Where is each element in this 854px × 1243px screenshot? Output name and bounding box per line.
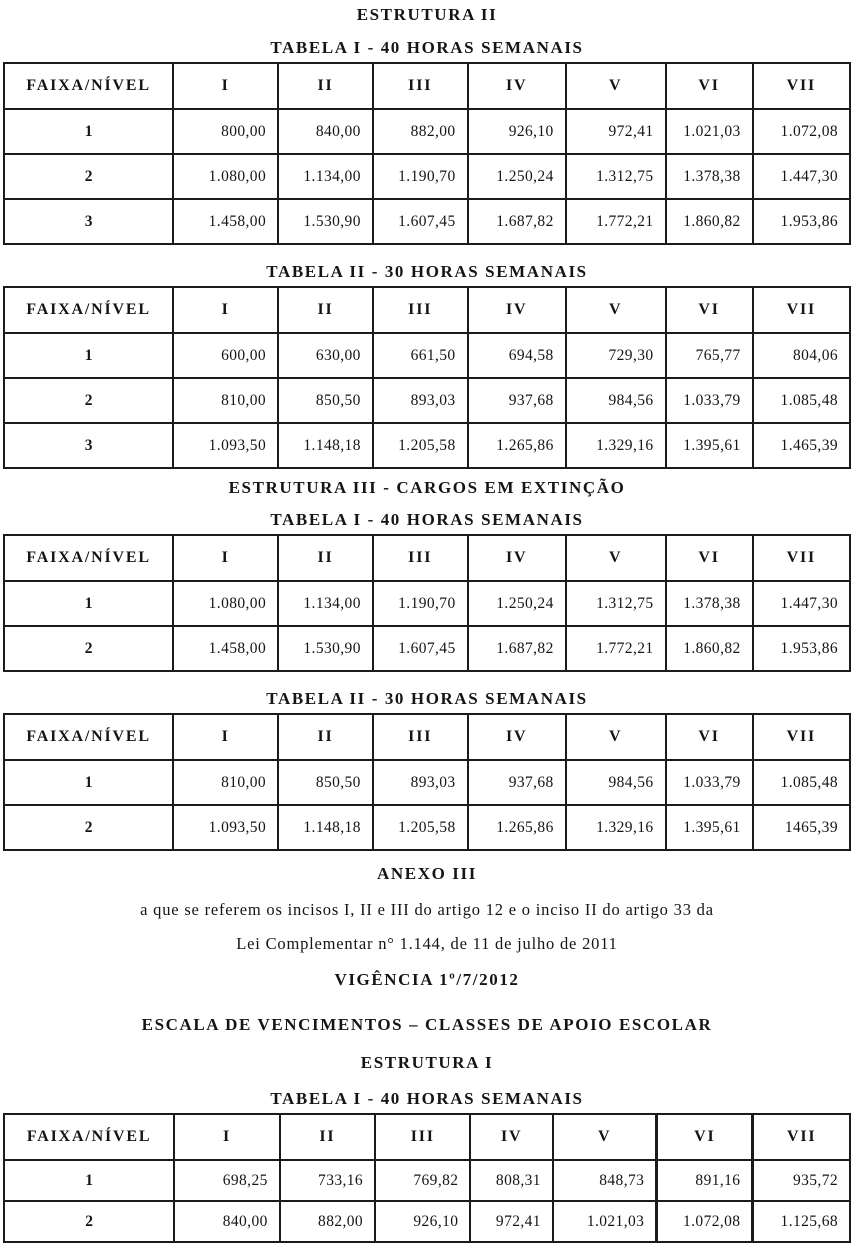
salary-table-e2-tabela2	[3, 286, 851, 469]
column-header: I	[173, 714, 278, 760]
column-header: III	[375, 1114, 470, 1160]
row-label: 1	[4, 109, 173, 154]
value-cell: 1.250,24	[468, 581, 566, 626]
anexo-iii-heading: ANEXO III	[377, 864, 477, 883]
section-heading-estrutura-ii: ESTRUTURA II	[356, 5, 498, 24]
column-header: IV	[468, 287, 566, 333]
section-heading-estrutura-iii: ESTRUTURA III - CARGOS EM EXTINÇÃO	[228, 478, 626, 497]
column-header: I	[173, 535, 278, 581]
value-cell: 600,00	[173, 333, 278, 378]
value-cell: 1.190,70	[373, 581, 468, 626]
salary-table-e3-tabela1	[3, 534, 851, 672]
value-cell: 882,00	[280, 1201, 375, 1242]
column-header: III	[373, 714, 468, 760]
value-cell: 1.378,38	[666, 154, 753, 199]
table-row	[4, 1201, 850, 1242]
table-title-e3-tabela2: TABELA II - 30 HORAS SEMANAIS	[266, 689, 588, 708]
value-cell: 1.607,45	[373, 626, 468, 671]
column-header: I	[173, 63, 278, 109]
value-cell: 1.148,18	[278, 805, 373, 850]
value-cell: 1.953,86	[753, 626, 850, 671]
value-cell: 1.953,86	[753, 199, 850, 244]
column-header: I	[174, 1114, 280, 1160]
anexo-reference-line-2: Lei Complementar n° 1.144, de 11 de julho de 2011	[236, 934, 618, 953]
value-cell: 972,41	[470, 1201, 553, 1242]
column-header: V	[566, 63, 666, 109]
value-cell: 1.125,68	[753, 1201, 850, 1242]
value-cell: 984,56	[566, 760, 666, 805]
table-header-row	[4, 714, 850, 760]
salary-table-e2-tabela1	[3, 62, 851, 245]
column-header: FAIXA/NÍVEL	[4, 535, 173, 581]
column-header: VI	[666, 714, 753, 760]
column-header: II	[280, 1114, 375, 1160]
value-cell: 1.860,82	[666, 626, 753, 671]
value-cell: 848,73	[553, 1160, 657, 1201]
value-cell: 1.312,75	[566, 581, 666, 626]
column-header: I	[173, 287, 278, 333]
row-label: 2	[4, 805, 173, 850]
value-cell: 1.530,90	[278, 626, 373, 671]
value-cell: 1.205,58	[373, 423, 468, 468]
value-cell: 1.458,00	[173, 199, 278, 244]
value-cell: 1.772,21	[566, 626, 666, 671]
value-cell: 1.772,21	[566, 199, 666, 244]
value-cell: 769,82	[375, 1160, 470, 1201]
column-header: IV	[468, 714, 566, 760]
value-cell: 1.312,75	[566, 154, 666, 199]
table-header-row	[4, 63, 850, 109]
value-cell: 729,30	[566, 333, 666, 378]
table-row	[4, 154, 850, 199]
value-cell: 984,56	[566, 378, 666, 423]
value-cell: 1.458,00	[173, 626, 278, 671]
value-cell: 733,16	[280, 1160, 375, 1201]
value-cell: 765,77	[666, 333, 753, 378]
column-header: V	[566, 287, 666, 333]
column-header: III	[373, 63, 468, 109]
column-header: FAIXA/NÍVEL	[4, 63, 173, 109]
value-cell: 850,50	[278, 378, 373, 423]
value-cell: 1.148,18	[278, 423, 373, 468]
table-title-e1-tabela1: TABELA I - 40 HORAS SEMANAIS	[270, 1089, 584, 1108]
column-header: IV	[468, 63, 566, 109]
table-title-e2-tabela1: TABELA I - 40 HORAS SEMANAIS	[270, 38, 584, 57]
value-cell: 1.190,70	[373, 154, 468, 199]
column-header: FAIXA/NÍVEL	[4, 714, 173, 760]
value-cell: 1.093,50	[173, 805, 278, 850]
column-header: III	[373, 287, 468, 333]
value-cell: 1.265,86	[468, 805, 566, 850]
value-cell: 808,31	[470, 1160, 553, 1201]
row-label: 1	[4, 333, 173, 378]
value-cell: 893,03	[373, 760, 468, 805]
value-cell: 810,00	[173, 378, 278, 423]
value-cell: 1.134,00	[278, 154, 373, 199]
column-header: VI	[657, 1114, 753, 1160]
value-cell: 840,00	[278, 109, 373, 154]
table-row	[4, 805, 850, 850]
value-cell: 630,00	[278, 333, 373, 378]
value-cell: 1.447,30	[753, 154, 850, 199]
row-label: 1	[4, 760, 173, 805]
row-label: 2	[4, 154, 173, 199]
row-label: 2	[4, 378, 173, 423]
row-label: 2	[4, 626, 173, 671]
row-label: 3	[4, 423, 173, 468]
section-heading-estrutura-i: ESTRUTURA I	[360, 1053, 494, 1072]
value-cell: 840,00	[174, 1201, 280, 1242]
value-cell: 926,10	[375, 1201, 470, 1242]
column-header: VII	[753, 287, 850, 333]
vigencia-heading: VIGÊNCIA 1º/7/2012	[334, 970, 520, 989]
value-cell: 1.447,30	[753, 581, 850, 626]
value-cell: 1.205,58	[373, 805, 468, 850]
table-row	[4, 109, 850, 154]
column-header: VII	[753, 714, 850, 760]
value-cell: 882,00	[373, 109, 468, 154]
value-cell: 698,25	[174, 1160, 280, 1201]
value-cell: 1.021,03	[553, 1201, 657, 1242]
column-header: V	[566, 714, 666, 760]
value-cell: 1.687,82	[468, 199, 566, 244]
value-cell: 891,16	[657, 1160, 753, 1201]
column-header: FAIXA/NÍVEL	[4, 1114, 174, 1160]
column-header: II	[278, 287, 373, 333]
value-cell: 850,50	[278, 760, 373, 805]
value-cell: 1.072,08	[657, 1201, 753, 1242]
value-cell: 800,00	[173, 109, 278, 154]
table-row	[4, 378, 850, 423]
column-header: VI	[666, 63, 753, 109]
value-cell: 1.021,03	[666, 109, 753, 154]
value-cell: 1.085,48	[753, 760, 850, 805]
table-row	[4, 199, 850, 244]
row-label: 1	[4, 581, 173, 626]
table-header-row	[4, 1114, 850, 1160]
value-cell: 1.378,38	[666, 581, 753, 626]
value-cell: 937,68	[468, 760, 566, 805]
column-header: VII	[753, 535, 850, 581]
column-header: II	[278, 714, 373, 760]
value-cell: 937,68	[468, 378, 566, 423]
table-row	[4, 333, 850, 378]
value-cell: 804,06	[753, 333, 850, 378]
value-cell: 1.080,00	[173, 154, 278, 199]
column-header: V	[553, 1114, 657, 1160]
value-cell: 1.093,50	[173, 423, 278, 468]
value-cell: 1.080,00	[173, 581, 278, 626]
table-title-e2-tabela2: TABELA II - 30 HORAS SEMANAIS	[266, 262, 588, 281]
table-row	[4, 626, 850, 671]
value-cell: 1.687,82	[468, 626, 566, 671]
column-header: VI	[666, 535, 753, 581]
value-cell: 1.465,39	[753, 423, 850, 468]
row-label: 2	[4, 1201, 174, 1242]
table-header-row	[4, 287, 850, 333]
column-header: FAIXA/NÍVEL	[4, 287, 173, 333]
column-header: VI	[666, 287, 753, 333]
column-header: III	[373, 535, 468, 581]
value-cell: 694,58	[468, 333, 566, 378]
row-label: 3	[4, 199, 173, 244]
value-cell: 810,00	[173, 760, 278, 805]
column-header: V	[566, 535, 666, 581]
value-cell: 935,72	[753, 1160, 850, 1201]
value-cell: 1.395,61	[666, 805, 753, 850]
table-title-e3-tabela1: TABELA I - 40 HORAS SEMANAIS	[270, 510, 584, 529]
value-cell: 1.250,24	[468, 154, 566, 199]
value-cell: 1.033,79	[666, 760, 753, 805]
value-cell: 1.607,45	[373, 199, 468, 244]
value-cell: 926,10	[468, 109, 566, 154]
table-row	[4, 423, 850, 468]
table-header-row	[4, 535, 850, 581]
value-cell: 1.085,48	[753, 378, 850, 423]
column-header: VII	[753, 63, 850, 109]
value-cell: 1465,39	[753, 805, 850, 850]
value-cell: 1.072,08	[753, 109, 850, 154]
value-cell: 1.530,90	[278, 199, 373, 244]
value-cell: 1.265,86	[468, 423, 566, 468]
value-cell: 1.329,16	[566, 805, 666, 850]
value-cell: 1.860,82	[666, 199, 753, 244]
table-row	[4, 581, 850, 626]
value-cell: 1.395,61	[666, 423, 753, 468]
column-header: IV	[468, 535, 566, 581]
value-cell: 1.134,00	[278, 581, 373, 626]
value-cell: 1.033,79	[666, 378, 753, 423]
value-cell: 893,03	[373, 378, 468, 423]
column-header: II	[278, 63, 373, 109]
value-cell: 1.329,16	[566, 423, 666, 468]
column-header: VII	[753, 1114, 850, 1160]
column-header: II	[278, 535, 373, 581]
row-label: 1	[4, 1160, 174, 1201]
escala-vencimentos-heading: ESCALA DE VENCIMENTOS – CLASSES DE APOIO ESCOLAR	[141, 1015, 713, 1034]
salary-table-e3-tabela2	[3, 713, 851, 851]
table-row	[4, 1160, 850, 1201]
value-cell: 661,50	[373, 333, 468, 378]
column-header: IV	[470, 1114, 553, 1160]
table-row	[4, 760, 850, 805]
anexo-reference-line-1: a que se referem os incisos I, II e III do artigo 12 e o inciso II do artigo 33 da	[140, 900, 714, 919]
value-cell: 972,41	[566, 109, 666, 154]
